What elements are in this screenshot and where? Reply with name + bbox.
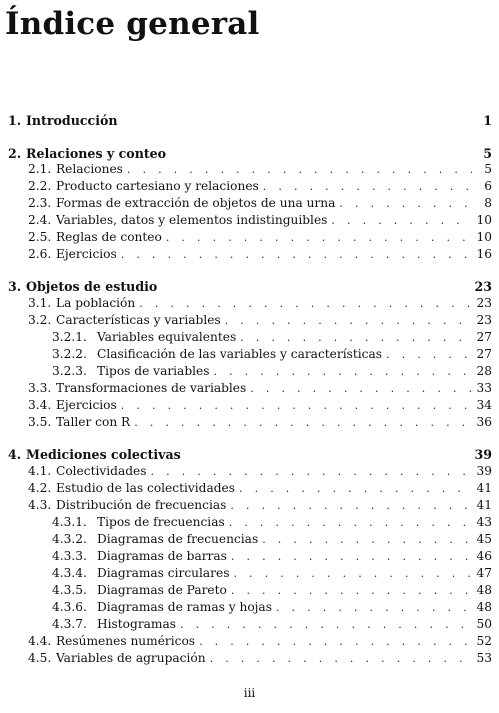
toc-entry-page: 6 <box>484 179 492 193</box>
toc-section-entry[interactable] <box>28 498 492 515</box>
toc-entry-title: Distribución de frecuencias <box>56 498 227 512</box>
toc-subsection-entry[interactable] <box>52 549 492 566</box>
toc-entry-page: 52 <box>476 634 492 648</box>
toc-entry-page: 36 <box>476 415 492 429</box>
toc-section-entry[interactable] <box>28 230 492 247</box>
toc-entry-title: Histogramas <box>97 617 176 631</box>
toc-entry-page: 23 <box>474 279 492 294</box>
toc-leader-dots <box>231 550 472 564</box>
toc-entry-number: 4.3.1. <box>52 515 87 529</box>
toc-entry-page: 47 <box>476 566 492 580</box>
toc-entry-title: Variables, datos y elementos indistinguibles <box>56 213 328 227</box>
toc-subsection-entry[interactable] <box>52 600 492 617</box>
toc-entry-page: 34 <box>476 398 492 412</box>
toc-entry-number: 4.2. <box>28 481 52 495</box>
toc-section-entry[interactable] <box>28 247 492 264</box>
toc-entry-title: Resúmenes numéricos <box>56 634 196 648</box>
toc-entry-title: Características y variables <box>56 313 221 327</box>
toc-entry-title: Producto cartesiano y relaciones <box>56 179 259 193</box>
toc-section-entry[interactable] <box>28 381 492 398</box>
toc-leader-dots <box>180 618 472 632</box>
toc-entry-number: 4.3.6. <box>52 600 87 614</box>
page-number: iii <box>243 686 256 700</box>
toc-entry-title: Objetos de estudio <box>26 279 158 294</box>
toc-entry-number: 3.2.1. <box>52 330 87 344</box>
toc-entry-number: 3.1. <box>28 296 52 310</box>
toc-entry-title: Mediciones colectivas <box>26 447 181 462</box>
toc-section-entry[interactable] <box>28 162 492 179</box>
toc-entry-page: 50 <box>476 617 492 631</box>
toc-section-entry[interactable] <box>28 634 492 651</box>
toc-entry-title: Introducción <box>26 113 118 128</box>
toc-entry-number: 4.3.3. <box>52 549 87 563</box>
toc-entry-number: 4.4. <box>28 634 52 648</box>
toc-entry-number: 2.3. <box>28 196 52 210</box>
toc-section-entry[interactable] <box>28 196 492 213</box>
toc-entry-title: Transformaciones de variables <box>56 381 247 395</box>
toc-entry-title: Reglas de conteo <box>56 230 162 244</box>
toc-subsection-entry[interactable] <box>52 566 492 583</box>
toc-subsection-entry[interactable] <box>52 347 492 364</box>
toc-entry-number: 2.6. <box>28 247 52 261</box>
toc-entry-number: 3.5. <box>28 415 52 429</box>
toc-leader-dots <box>262 533 472 547</box>
toc-entry-title: Colectividades <box>56 464 147 478</box>
toc-entry-page: 5 <box>484 162 492 176</box>
toc-entry-page: 46 <box>476 549 492 563</box>
toc-entry-page: 10 <box>476 230 492 244</box>
toc-entry-number: 4.3.5. <box>52 583 87 597</box>
toc-leader-dots <box>139 297 472 311</box>
toc-leader-dots <box>240 331 472 345</box>
toc-entry-title: Relaciones <box>56 162 123 176</box>
toc-leader-dots <box>229 516 472 530</box>
toc-entry-title: Diagramas de barras <box>97 549 227 563</box>
toc-entry-number: 2.4. <box>28 213 52 227</box>
toc-leader-dots <box>127 163 472 177</box>
toc-entry-number: 1. <box>8 113 22 128</box>
toc-entry-title: Clasificación de las variables y características <box>97 347 383 361</box>
toc-entry-number: 3.4. <box>28 398 52 412</box>
toc-subsection-entry[interactable] <box>52 583 492 600</box>
toc-subsection-entry[interactable] <box>52 330 492 347</box>
toc-entry-number: 4.3.7. <box>52 617 87 631</box>
toc-leader-dots <box>386 348 472 362</box>
toc-entry-title: Tipos de variables <box>97 364 210 378</box>
toc-chapter-entry[interactable] <box>8 447 492 464</box>
toc-entry-page: 27 <box>476 330 492 344</box>
toc-leader-dots <box>210 652 472 666</box>
toc-entry-page: 45 <box>476 532 492 546</box>
toc-section-entry[interactable] <box>28 651 492 668</box>
toc-leader-dots <box>151 465 472 479</box>
toc-entry-page: 33 <box>476 381 492 395</box>
toc-entry-page: 16 <box>476 247 492 261</box>
toc-entry-page: 10 <box>476 213 492 227</box>
toc-leader-dots <box>230 499 472 513</box>
toc-section-entry[interactable] <box>28 296 492 313</box>
toc-entry-title: Variables equivalentes <box>97 330 237 344</box>
toc-section-entry[interactable] <box>28 398 492 415</box>
toc-leader-dots <box>121 399 472 413</box>
toc-entry-page: 23 <box>476 296 492 310</box>
toc-leader-dots <box>233 567 472 581</box>
toc-entry-number: 2. <box>8 146 22 161</box>
toc-entry-title: Estudio de las colectividades <box>56 481 236 495</box>
toc-leader-dots <box>214 365 473 379</box>
toc-entry-page: 39 <box>476 464 492 478</box>
toc-leader-dots <box>331 214 472 228</box>
toc-leader-dots <box>239 482 472 496</box>
toc-leader-dots <box>339 197 472 211</box>
toc-chapter-entry[interactable] <box>8 146 492 163</box>
toc-entry-number: 3.2. <box>28 313 52 327</box>
toc-entry-title: Diagramas de ramas y hojas <box>97 600 272 614</box>
toc-chapter-entry[interactable] <box>8 279 492 296</box>
page-title: Índice general <box>5 6 260 42</box>
toc-section-entry[interactable] <box>28 415 492 432</box>
toc-subsection-entry[interactable] <box>52 515 492 532</box>
toc-entry-title: Formas de extracción de objetos de una urna <box>56 196 336 210</box>
toc-entry-page: 48 <box>476 600 492 614</box>
toc-section-entry[interactable] <box>28 464 492 481</box>
toc-entry-title: Diagramas de Pareto <box>97 583 227 597</box>
toc-leader-dots <box>225 314 472 328</box>
toc-entry-page: 48 <box>476 583 492 597</box>
toc-entry-number: 3.2.2. <box>52 347 87 361</box>
toc-leader-dots <box>231 584 472 598</box>
toc-leader-dots <box>166 231 472 245</box>
toc-subsection-entry[interactable] <box>52 532 492 549</box>
toc-entry-number: 3. <box>8 279 22 294</box>
toc-entry-title: Tipos de frecuencias <box>97 515 225 529</box>
toc-entry-page: 41 <box>476 498 492 512</box>
toc-entry-page: 8 <box>484 196 492 210</box>
toc-entry-page: 27 <box>476 347 492 361</box>
toc-entry-title: Diagramas circulares <box>97 566 230 580</box>
toc-section-entry[interactable] <box>28 179 492 196</box>
toc-entry-number: 4.3. <box>28 498 52 512</box>
toc-entry-title: Diagramas de frecuencias <box>97 532 259 546</box>
toc-entry-page: 39 <box>474 447 492 462</box>
toc-entry-number: 3.2.3. <box>52 364 87 378</box>
toc-entry-page: 41 <box>476 481 492 495</box>
toc-entry-title: Relaciones y conteo <box>26 146 167 161</box>
toc-entry-number: 2.5. <box>28 230 52 244</box>
toc-chapter-entry[interactable] <box>8 113 492 130</box>
toc-entry-number: 4. <box>8 447 22 462</box>
toc-subsection-entry[interactable] <box>52 364 492 381</box>
toc-entry-title: Ejercicios <box>56 398 117 412</box>
toc-leader-dots <box>121 248 472 262</box>
toc-leader-dots <box>199 635 472 649</box>
toc-entry-page: 5 <box>483 146 492 161</box>
toc-entry-title: Ejercicios <box>56 247 117 261</box>
toc-entry-number: 3.3. <box>28 381 52 395</box>
toc-section-entry[interactable] <box>28 313 492 330</box>
toc-entry-title: Taller con R <box>56 415 131 429</box>
toc-leader-dots <box>134 416 472 430</box>
toc-entry-page: 23 <box>476 313 492 327</box>
toc-entry-number: 4.5. <box>28 651 52 665</box>
toc-leader-dots <box>263 180 472 194</box>
toc-leader-dots <box>250 382 472 396</box>
toc-entry-number: 4.1. <box>28 464 52 478</box>
toc-entry-title: La población <box>56 296 136 310</box>
toc-entry-number: 2.1. <box>28 162 52 176</box>
toc-entry-page: 43 <box>476 515 492 529</box>
toc-section-entry[interactable] <box>28 213 492 230</box>
toc-subsection-entry[interactable] <box>52 617 492 634</box>
toc-entry-page: 53 <box>476 651 492 665</box>
toc-entry-title: Variables de agrupación <box>56 651 206 665</box>
toc-leader-dots <box>276 601 472 615</box>
toc-entry-page: 1 <box>483 113 492 128</box>
toc-entry-page: 28 <box>476 364 492 378</box>
toc-section-entry[interactable] <box>28 481 492 498</box>
toc-entry-number: 4.3.4. <box>52 566 87 580</box>
toc-entry-number: 4.3.2. <box>52 532 87 546</box>
toc-entry-number: 2.2. <box>28 179 52 193</box>
